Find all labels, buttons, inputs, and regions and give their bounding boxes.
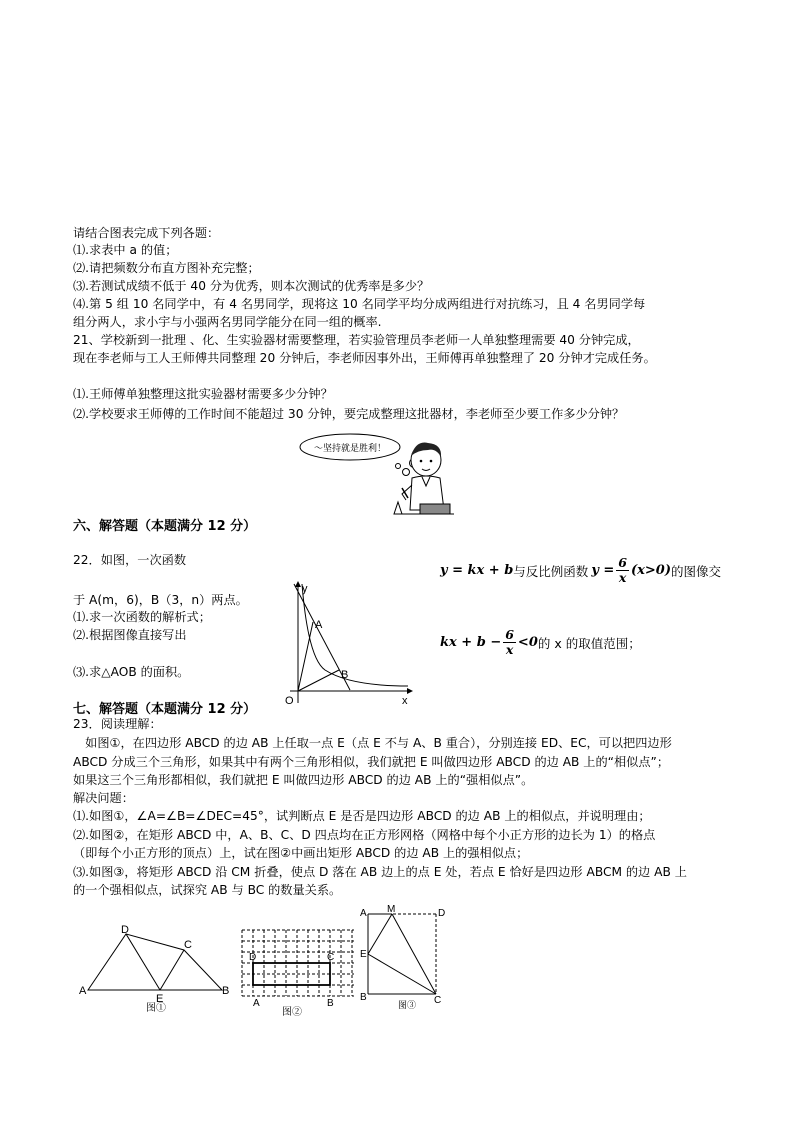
figure-2-grid bbox=[238, 922, 358, 1018]
inequality-fraction bbox=[503, 628, 516, 657]
q22-sub-3: ⑶.求△AOB 的面积。 bbox=[73, 665, 190, 679]
fig1-caption: 图① bbox=[146, 1003, 166, 1014]
figure-3-fold bbox=[358, 904, 450, 1016]
graph-point-b: B bbox=[341, 669, 349, 681]
fig2-label-d: D bbox=[249, 952, 257, 963]
inverse-numerator: 6 bbox=[618, 555, 627, 570]
inequality-left: kx + b − bbox=[440, 635, 502, 650]
q20-sub-1: ⑴.求表中 a 的值； bbox=[73, 243, 178, 257]
q23-line-9: ⑶.如图③，将矩形 ABCD 沿 CM 折叠，使点 D 落在 AB 边上的点 E 处，若点 E 恰好是四边形 ABCM 的边 AB 上 bbox=[73, 865, 687, 879]
fig3-label-a: A bbox=[360, 908, 367, 919]
q23-line-8: （即每个小正方形的顶点）上，试在图②中画出矩形 ABCD 的边 AB 上的强相似点； bbox=[73, 846, 529, 860]
q23-line-1: 23．阅读理解： bbox=[73, 717, 162, 731]
q21-line-2: 现在李老师与工人王师傅共同整理 20 分钟后，李老师因事外出，王师傅再单独整理了 20 分钟才完成任务。 bbox=[73, 351, 656, 365]
fig2-caption: 图② bbox=[282, 1007, 302, 1018]
q22-intro: 22．如图，一次函数 bbox=[73, 553, 187, 567]
fig1-label-a: A bbox=[79, 985, 87, 997]
graph-origin-label: O bbox=[285, 695, 294, 707]
q22-sub-2: ⑵.根据图像直接写出 bbox=[73, 628, 187, 642]
inequality-right: <0 bbox=[517, 635, 538, 650]
segment-oa bbox=[298, 622, 313, 691]
q23-line-7: ⑵.如图②，在矩形 ABCD 中，A、B、C、D 四点均在正方形网格（网格中每个小正方形的边长为 1）的格点 bbox=[73, 828, 656, 842]
inverse-denominator: x bbox=[618, 570, 627, 585]
q22-line-2: 于 A(m，6)，B（3，n）两点。 bbox=[73, 593, 248, 607]
graph-x-label: x bbox=[402, 695, 408, 707]
inequality-numerator: 6 bbox=[505, 627, 514, 642]
q23-line-3: ABCD 分成三个三角形，如果其中有两个三角形相似，我们就把 E 叫做四边形 ABCD 的边 AB 上的“相似点”； bbox=[73, 755, 670, 769]
q20-sub-4: ⑷.第 5 组 10 名同学中，有 4 名男同学，现将这 10 名同学平均分成两组进行对抗练习，且 4 名男同学每 bbox=[73, 297, 646, 311]
q20-sub-3: ⑶.若测试成绩不低于 40 分为优秀，则本次测试的优秀率是多少？ bbox=[73, 279, 430, 293]
q21-line-1: 21、学校新到一批理 、化、生实验器材需要整理，若实验管理员李老师一人单独整理需要 40 分钟完成， bbox=[73, 333, 640, 347]
q21-sub-2: ⑵.学校要求王师傅的工作时间不能超过 30 分钟，要完成整理这批器材，李老师至少要工作多少分钟？ bbox=[73, 407, 625, 421]
q23-line-10: 的一个强相似点，试探究 AB 与 BC 的数量关系。 bbox=[73, 883, 342, 897]
fig2-label-c: C bbox=[327, 952, 335, 963]
q22-inequality-line bbox=[440, 628, 641, 657]
q20-sub-4-cont: 组分两人，求小宇与小强两名男同学能分在同一组的概率. bbox=[73, 315, 382, 329]
linear-function: y = kx + b bbox=[440, 563, 514, 578]
fig3-label-e: E bbox=[360, 949, 367, 960]
q23-line-4: 如果这三个三角形都相似，我们就把 E 叫做四边形 ABCD 的边 AB 上的“强相似点”。 bbox=[73, 773, 534, 787]
intro-text: 请结合图表完成下列各题： bbox=[73, 226, 220, 240]
fig1-label-b: B bbox=[222, 985, 230, 997]
segment-ob bbox=[298, 670, 339, 691]
cartoon-boy-illustration bbox=[298, 430, 458, 522]
q23-line-5: 解决问题： bbox=[73, 791, 134, 805]
section6-heading: 六、解答题（本题满分 12 分） bbox=[73, 519, 257, 534]
fig3-label-m: M bbox=[387, 904, 396, 915]
fig3-label-c: C bbox=[434, 995, 442, 1006]
q22-equation-line bbox=[440, 556, 721, 585]
figure-1-quadrilateral bbox=[76, 922, 236, 1014]
hyperbola-curve bbox=[302, 584, 408, 686]
q22-inequality-tail: 的 x 的取值范围； bbox=[537, 635, 641, 651]
fig3-label-b: B bbox=[360, 992, 367, 1003]
q21-sub-1: ⑴.王师傅单独整理这批实验器材需要多少分钟？ bbox=[73, 387, 333, 401]
graph-y-label: y bbox=[302, 583, 308, 595]
section7-heading: 七、解答题（本题满分 12 分） bbox=[73, 702, 257, 717]
fig3-caption: 图③ bbox=[398, 1000, 417, 1010]
fig1-label-d: D bbox=[121, 924, 129, 936]
fig2-label-a: A bbox=[253, 998, 260, 1009]
fig3-label-d: D bbox=[438, 908, 446, 919]
q22-sub-1: ⑴.求一次函数的解析式； bbox=[73, 610, 211, 624]
fig1-label-e: E bbox=[156, 993, 164, 1005]
inverse-fraction bbox=[616, 556, 629, 585]
q23-line-2: 如图①，在四边形 ABCD 的边 AB 上任取一点 E（点 E 不与 A、B 重合），分别连接 ED、EC，可以把四边形 bbox=[73, 736, 672, 750]
graph-point-a: A bbox=[315, 619, 323, 631]
q23-line-6: ⑴.如图①，∠A=∠B=∠DEC=45°，试判断点 E 是否是四边形 ABCD 的边 AB 上的相似点，并说明理由； bbox=[73, 809, 651, 823]
fig2-label-b: B bbox=[327, 998, 334, 1009]
q20-sub-2: ⑵.请把频数分布直方图补充完整； bbox=[73, 261, 260, 275]
speech-bubble-text: ～坚持就是胜利！ bbox=[314, 443, 387, 453]
fig1-label-c: C bbox=[184, 939, 192, 951]
inverse-function-y: y = bbox=[591, 563, 615, 578]
inequality-denominator: x bbox=[505, 642, 514, 657]
q22-equation-mid: 与反比例函数 bbox=[513, 563, 589, 579]
function-graph bbox=[280, 578, 420, 708]
inverse-condition: (x>0) bbox=[631, 563, 671, 578]
q22-equation-tail: 的图像交 bbox=[671, 563, 722, 579]
